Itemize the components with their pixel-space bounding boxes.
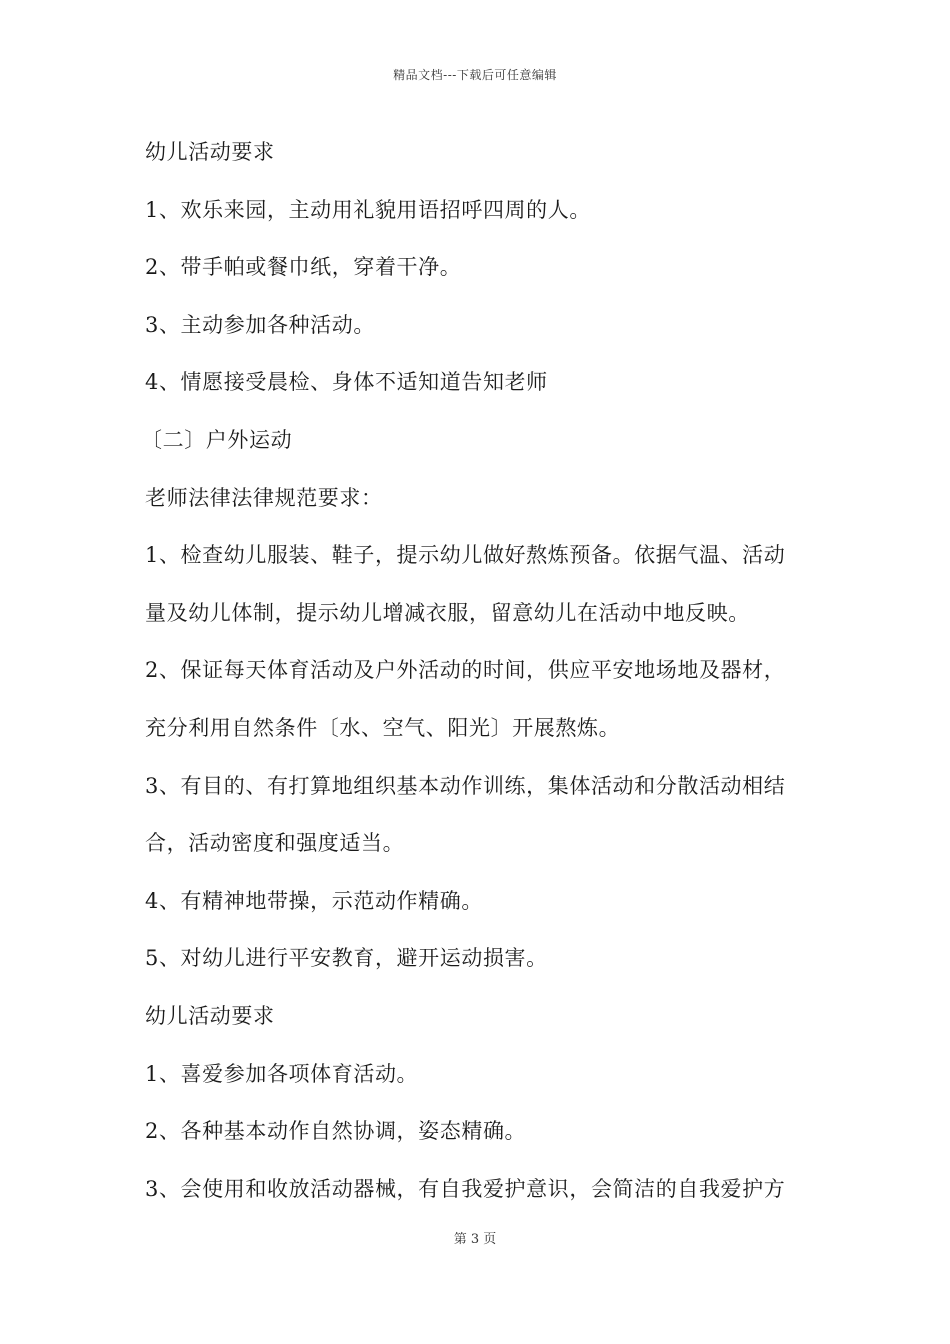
paragraph-line: 5、对幼儿进行平安教育，避开运动损害。 [145, 946, 548, 971]
paragraph-line: 1、检查幼儿服装、鞋子，提示幼儿做好熬炼预备。依据气温、活动 [145, 543, 786, 568]
paragraph-line: 幼儿活动要求 [145, 140, 275, 164]
paragraph-line: 1、喜爱参加各项体育活动。 [145, 1061, 419, 1086]
section-heading: 〔二〕户外运动 [141, 427, 293, 452]
paragraph-line: 充分利用自然条件〔水、空气、阳光〕开展熬炼。 [145, 715, 621, 740]
page-number: 第 3 页 [453, 1232, 497, 1247]
paragraph-line: 老师法律法律规范要求： [145, 485, 383, 510]
paragraph-line: 3、会使用和收放活动器械，有自我爱护意识，会简洁的自我爱护方 [145, 1176, 786, 1201]
paragraph-line: 2、带手帕或餐巾纸，穿着干净。 [145, 255, 462, 280]
paragraph-line: 3、主动参加各种活动。 [145, 312, 375, 337]
document-body [141, 132, 810, 1226]
paragraph-line: 合，活动密度和强度适当。 [145, 831, 405, 856]
paragraph-line: 3、有目的、有打算地组织基本动作训练，集体活动和分散活动相结 [145, 773, 786, 798]
paragraph-line: 4、情愿接受晨检、身体不适知道告知老师 [145, 370, 548, 395]
page-header: 精品文档---下载后可任意编辑 [393, 68, 557, 82]
paragraph-line: 1、欢乐来园，主动用礼貌用语招呼四周的人。 [145, 197, 591, 222]
paragraph-line: 4、有精神地带操，示范动作精确。 [145, 888, 483, 913]
paragraph-line: 幼儿活动要求 [145, 1003, 275, 1028]
paragraph-line: 量及幼儿体制，提示幼儿增减衣服，留意幼儿在活动中地反映。 [145, 600, 750, 625]
paragraph-line: 2、保证每天体育活动及户外活动的时间，供应平安地场地及器材， [145, 658, 786, 683]
paragraph-line: 2、各种基本动作自然协调，姿态精确。 [145, 1119, 527, 1144]
